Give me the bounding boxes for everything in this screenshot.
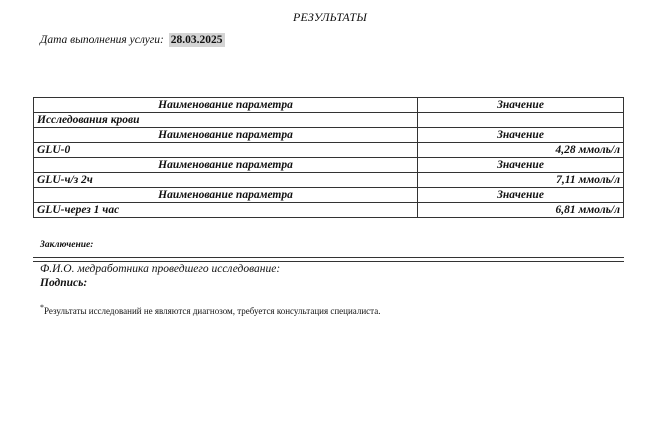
footnote-text: Результаты исследований не являются диагнозом, требуется консультация специалиста. xyxy=(44,306,381,316)
results-table xyxy=(33,97,624,218)
group-header-value: Значение xyxy=(418,188,624,203)
section-row xyxy=(34,113,624,128)
table-row xyxy=(34,143,624,158)
param-value: 7,11 ммоль/л xyxy=(418,173,624,188)
column-header-value: Значение xyxy=(418,98,624,113)
service-date-line xyxy=(40,34,225,46)
group-header-name: Наименование параметра xyxy=(34,128,418,143)
signature-label: Подпись: xyxy=(40,277,88,289)
column-header-name: Наименование параметра xyxy=(34,98,418,113)
group-header-value: Значение xyxy=(418,128,624,143)
param-name: GLU-ч/з 2ч xyxy=(34,173,418,188)
conclusion-label: Заключение: xyxy=(40,240,94,250)
table-row xyxy=(34,203,624,218)
group-header-value: Значение xyxy=(418,158,624,173)
service-date-value: 28.03.2025 xyxy=(170,34,223,46)
group-header-row xyxy=(34,188,624,203)
group-header-name: Наименование параметра xyxy=(34,188,418,203)
group-header-name: Наименование параметра xyxy=(34,158,418,173)
staff-name-label: Ф.И.О. медработника проведшего исследование: xyxy=(40,263,281,275)
table-row xyxy=(34,173,624,188)
section-title: Исследования крови xyxy=(34,113,418,128)
disclaimer-footnote xyxy=(40,303,380,316)
footnote-mark: * xyxy=(40,303,44,312)
param-value: 4,28 ммоль/л xyxy=(418,143,624,158)
param-value: 6,81 ммоль/л xyxy=(418,203,624,218)
divider xyxy=(33,257,624,262)
group-header-row xyxy=(34,128,624,143)
document-title: РЕЗУЛЬТАТЫ xyxy=(292,10,368,24)
param-name: GLU-через 1 час xyxy=(34,203,418,218)
service-date-label: Дата выполнения услуги: xyxy=(40,34,164,46)
table-header-row xyxy=(34,98,624,113)
param-name: GLU-0 xyxy=(34,143,418,158)
section-empty-cell xyxy=(418,113,624,128)
group-header-row xyxy=(34,158,624,173)
